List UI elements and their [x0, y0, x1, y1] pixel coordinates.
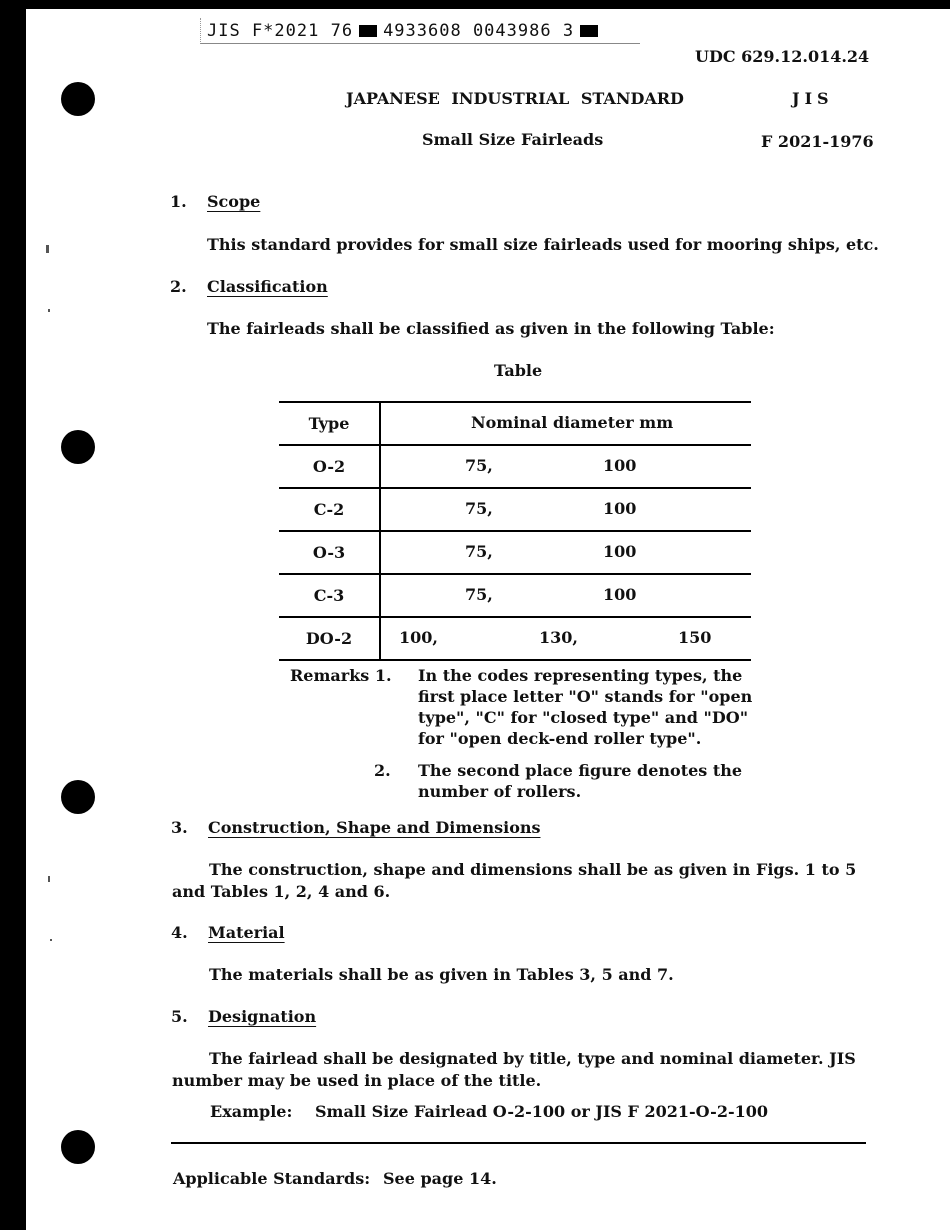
diameter-value: 75,: [465, 499, 493, 518]
diameter-value: 130,: [539, 628, 578, 647]
remark-line: In the codes representing types, the: [418, 666, 743, 685]
table-row: [279, 617, 751, 660]
applicable-text: See page 14.: [383, 1169, 497, 1188]
scan-speck: [50, 939, 52, 941]
diameter-cell: [380, 488, 751, 531]
header-code-part2: 4933608 0043986 3: [383, 21, 575, 41]
footer-rule: [171, 1142, 866, 1144]
diameter-value: 100: [603, 585, 637, 604]
section-heading-scope: Scope: [207, 192, 261, 211]
punch-hole: [61, 780, 95, 814]
header-diameter-label: Nominal diameter mm: [471, 413, 674, 432]
punch-hole: [61, 430, 95, 464]
remark-line: for "open deck-end roller type".: [418, 729, 702, 748]
diameter-value: 100: [603, 542, 637, 561]
header-diameter: [380, 402, 751, 445]
diameter-value: 75,: [465, 585, 493, 604]
scan-edge-mark: [13, 1181, 19, 1195]
diameter-value: 75,: [465, 456, 493, 475]
scan-speck: [46, 245, 49, 253]
section-number: 4.: [171, 923, 188, 942]
designation-text: The fairlead shall be designated by title, type and nominal diameter. JIS: [209, 1049, 856, 1068]
section-number: 2.: [170, 277, 187, 296]
construction-text: The construction, shape and dimensions shall be as given in Figs. 1 to 5: [209, 860, 857, 879]
jis-label: JIS: [792, 89, 834, 108]
table-caption: Table: [494, 361, 543, 380]
diameter-cell: [380, 574, 751, 617]
table-row: [279, 574, 751, 617]
type-cell: O-3: [279, 531, 380, 574]
scope-text: This standard provides for small size fairleads used for mooring ships, etc.: [207, 235, 879, 254]
material-text: The materials shall be as given in Tables 3, 5 and 7.: [209, 965, 674, 984]
document-title: Small Size Fairleads: [422, 130, 604, 149]
type-cell: DO-2: [279, 617, 380, 660]
header-type: Type: [279, 402, 380, 445]
example-label: Example:: [210, 1102, 293, 1121]
diameter-value: 150: [678, 628, 712, 647]
section-heading-classification: Classification: [207, 277, 328, 296]
classification-text: The fairleads shall be classified as given in the following Table:: [207, 319, 775, 338]
scan-speck: [48, 876, 50, 882]
diameter-value: 100: [603, 456, 637, 475]
scan-speck: [48, 309, 50, 312]
applicable-label: Applicable Standards:: [173, 1169, 371, 1188]
diameter-value: 75,: [465, 542, 493, 561]
remark-number: 2.: [374, 761, 391, 780]
remarks-label: Remarks 1.: [290, 666, 392, 685]
section-heading-designation: Designation: [208, 1007, 317, 1026]
punch-hole: [61, 82, 95, 116]
table-row: [279, 488, 751, 531]
remark-line: first place letter "O" stands for "open: [418, 687, 753, 706]
udc-number: UDC 629.12.014.24: [695, 47, 870, 66]
designation-text: number may be used in place of the title.: [172, 1071, 542, 1090]
header-code-strip: [200, 18, 640, 44]
type-cell: O-2: [279, 445, 380, 488]
diameter-value: 100,: [399, 628, 438, 647]
construction-text: and Tables 1, 2, 4 and 6.: [172, 882, 391, 901]
diameter-cell: [380, 445, 751, 488]
remark-line: The second place figure denotes the: [418, 761, 743, 780]
remark-line: number of rollers.: [418, 782, 582, 801]
diameter-cell: [380, 617, 751, 660]
example-text: Small Size Fairlead O-2-100 or JIS F 2021-O-2-100: [315, 1102, 768, 1121]
classification-table: [279, 401, 751, 661]
type-cell: C-3: [279, 574, 380, 617]
section-heading-material: Material: [208, 923, 285, 942]
section-heading-construction: Construction, Shape and Dimensions: [208, 818, 541, 837]
section-number: 3.: [171, 818, 188, 837]
table-row: [279, 531, 751, 574]
table-header-row: [279, 402, 751, 445]
header-code-part1: JIS F*2021 76: [207, 21, 354, 41]
diameter-value: 100: [603, 499, 637, 518]
table-row: [279, 445, 751, 488]
section-number: 1.: [170, 192, 187, 211]
remark-line: type", "C" for "closed type" and "DO": [418, 708, 749, 727]
header-code-block: [359, 25, 377, 37]
punch-hole: [61, 1130, 95, 1164]
standard-number: F 2021-1976: [761, 132, 874, 151]
type-cell: C-2: [279, 488, 380, 531]
header-code-block: [580, 25, 598, 37]
section-number: 5.: [171, 1007, 188, 1026]
diameter-cell: [380, 531, 751, 574]
document-page: [26, 9, 950, 1230]
org-heading: JAPANESE INDUSTRIAL STANDARD: [346, 89, 684, 108]
